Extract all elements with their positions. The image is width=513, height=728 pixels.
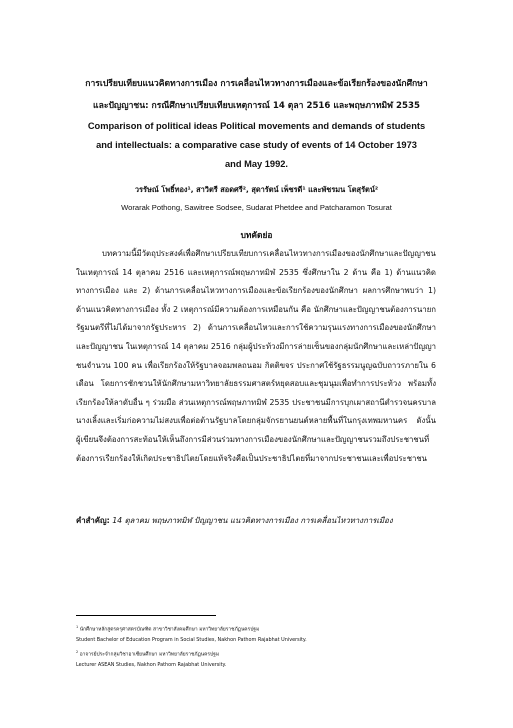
authors-english: Worarak Pothong, Sawitree Sodsee, Sudarat Phetdee and Patcharamon Tosurat <box>121 203 392 212</box>
title-block <box>60 73 453 174</box>
authors-thai: วรรัษณ์ โพธิ์ทอง¹, สาวิตรี สอดศรี², สุดารัตน์ เพ็ชรดี¹ และพัชรมน โตสุรัตน์² <box>134 185 379 194</box>
abstract-body <box>76 245 436 468</box>
footnote-2-mark: 2 <box>76 650 79 655</box>
footnote-1-mark: 1 <box>76 625 79 629</box>
footnote-1 <box>76 622 456 645</box>
footnote-2-thai <box>76 647 456 660</box>
authors-block <box>60 181 453 217</box>
title-thai-line-2: และปัญญาชน: กรณีศึกษาเปรียบเทียบเหตุการณ์ 14 ตุลา 2516 และพฤษภาทมิฬ 2535 <box>93 101 420 111</box>
abstract-heading: บทคัดย่อ <box>240 230 273 240</box>
abstract-paragraph: บทความนี้มีวัตถุประสงค์เพื่อศึกษาเปรียบเทียบการเคลื่อนไหวทางการเมืองของนักศึกษาและปัญญาชนในเหตุการณ์ 14 ตุลาคม 2516 และเหตุการณ์พฤษภาทมิฬ 2535 ซึ่งศึกษาใน 2 ด้าน คือ 1) ด้านแนวคิดทางการเมือง และ 2) ด้านการเคลื่อนไหวทางการเมืองและข้อเรียกร้องของนักศึกษา ผลการศึกษาพบว่า 1) ด้านแนวคิดทางการเมือง ทั้ง 2 เหตุการณ์มีความต้องการเหมือนกัน คือ นักศึกษาและปัญญาชนต้องการนายกรัฐมนตรีที่ไม่ได้มาจากรัฐประหาร 2) ด้านการเคลื่อนไหวและการใช้ความรุนแรงทางการเมืองของนักศึกษาและปัญญาชน ในเหตุการณ์ 14 ตุลาคม 2516 กลุ่มผู้ประท้วงมีการล่ายเซ็นของกลุ่มนักศึกษาและเหล่าปัญญาชนจำนวน 100 คน เพื่อเรียกร้องให้รัฐบาลจอมพลถนอม กิตติขจร ประกาศใช้รัฐธรรมนูญฉบับถาวรภายใน 6 เดือน โดยการชักชวนให้นักศึกษามหาวิทยาลัยธรรมศาสตร์หยุดสอบและชุมนุมเพื่อทำการประท้วง พร้อมทั้งเรียกร้องให้ลาดับอื่น ๆ ร่วมมือ ส่วนเหตุการณ์พฤษภาทมิฬ 2535 ประชาชนมีการบุกเผาสถานีตำรวจนครบาลนางเลิ้งและเริ่มก่อความไม่สงบเพื่อต่อต้านรัฐบาลโดยกลุ่มจักรยานยนต์หลายพื้นที่ในกรุงเทพมหานคร ดังนั้น ผู้เขียนจึงต้องการสะท้อนให้เห็นถึงการมีส่วนร่วมทางการเมืองของนักศึกษาและปัญญาชนรวมถึงประชาชนที่ต้องการเรียกร้องให้เกิดประชาธิปไตยโดยแท้จริงคือเป็นประชาธิปไตยที่มาจากประชาชนและเพื่อประชาชน <box>76 249 436 463</box>
keywords <box>76 515 436 527</box>
footnote-1-thai <box>76 622 456 635</box>
footnote-2-thai-text: อาจารย์ประจำกลุ่มวิชาอาเซียนศึกษา มหาวิทยาลัยราชภัฏนครปฐม <box>79 651 220 658</box>
title-thai-line-1: การเปรียบเทียบแนวคิดทางการเมือง การเคลื่อนไหวทางการเมืองและข้อเรียกร้องของนักศึกษา <box>85 79 428 89</box>
footnote-1-thai-text: นักศึกษาหลักสูตรครุศาสตรบัณฑิต สาขาวิชาสังคมศึกษา มหาวิทยาลัยราชภัฏนครปฐม <box>79 626 260 633</box>
title-english-line-3: and May 1992. <box>224 159 289 169</box>
footnotes <box>76 622 456 672</box>
title-english-line-1: Comparison of political ideas Political movements and demands of students <box>87 121 426 131</box>
keywords-values: 14 ตุลาคม พฤษภาทมิฬ ปัญญาชน แนวคิดทางการเมือง การเคลื่อนไหวทางการเมือง <box>112 516 393 525</box>
keywords-label: คำสำคัญ: <box>76 516 110 525</box>
footnote-2 <box>76 647 456 670</box>
footnote-2-english: Lecturer ASEAN Studies, Nakhon Pathom Rajabhat University. <box>76 661 227 668</box>
title-english-line-2: and intellectuals: a comparative case study of events of 14 October 1973 <box>96 140 417 150</box>
footnote-1-english: Student Bachelor of Education Program in Social Studies, Nakhon Pathom Rajabhat University. <box>76 636 307 643</box>
footnote-divider <box>76 615 216 616</box>
